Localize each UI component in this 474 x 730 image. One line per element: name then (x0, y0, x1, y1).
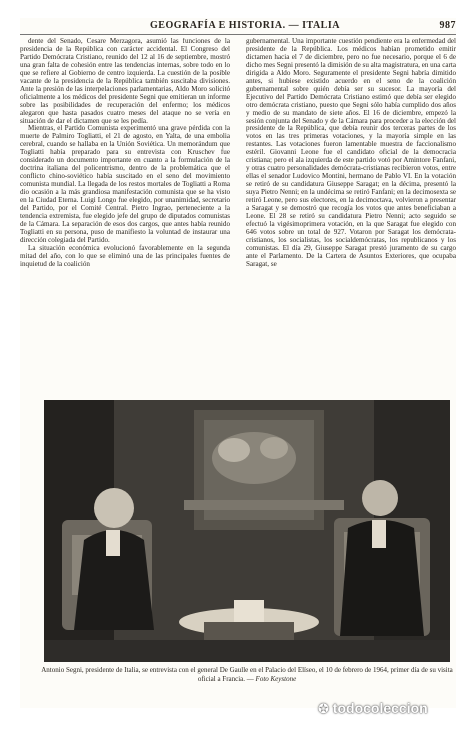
watermark-logo-icon: ✪ (318, 701, 329, 716)
text-columns (20, 38, 456, 398)
paragraph: La situación económica evolucionó favorablemente en la segunda mitad del año, con lo que se eliminó una de las principales fuentes de inquietud de la coalición (20, 243, 230, 268)
watermark-text: todocoleccion (332, 700, 428, 716)
paragraph: Mientras, el Partido Comunista experimentó una grave pérdida con la muerte de Palmiro Togliatti, el 21 de agosto, en Yalta, de una embolia cerebral, cuando se hallaba en la Unión Soviética. Un memorándum que Togliatti había preparado para su entrevista con Kruschev fue considerado un documento importante en cuanto a la formulación de la doctrina italiana del policentrismo, dentro de la problemática que el conflicto chino-soviético había suscitado en el seno del movimiento comunista mundial. La llegada de los restos mortales de Togliatti a Roma dio ocasión a la más grandiosa manifestación comunista que se ha visto en la Ciudad Eterna. Luigi Longo fue elegido, por unanimidad, secretario del Partido, por el Comité Central. Pietro Ingrao, perteneciente a la tendencia extremista, fue elegido jefe del grupo de diputados comunistas de la Cámara. La separación de esos dos cargos, que antes había reunido Togliatti en su persona, puso de manifiesto la voluntad de instaurar una dirección colegiada del Partido. (20, 124, 230, 244)
left-column (20, 38, 230, 398)
photo-caption (40, 666, 454, 683)
right-column (246, 38, 456, 398)
page-number: 987 (439, 20, 456, 31)
header-title: GEOGRAFÍA E HISTORIA. — ITALIA (150, 20, 340, 31)
watermark (318, 700, 428, 717)
photo-scene (44, 400, 450, 662)
page-header (20, 18, 456, 35)
magazine-page (20, 18, 456, 708)
paragraph: gubernamental. Una importante cuestión pendiente era la enfermedad del presidente de la República. Los médicos habían prometido emitir dictamen hacia el 7 de diciembre, pero no fue necesario, porque el 6 de dicho mes Segni presentó la dimisión de su alta magistratura, en una carta dirigida a Aldo Moro. Seguramente el presidente Segni habría dimitido antes, si hubiese existido acuerdo en el seno de la coalición gubernamental sobre quién debía ser su sucesor. La mayoría del Ejecutivo del Partido Demócrata Cristiano estimó que debía ser elegido otro demócrata cristiano, puesto que Segni sólo había cumplido dos años y medio de su mandato de siete años. El 16 de diciembre, empezó la sesión conjunta del Senado y de la Cámara para proceder a la elección del presidente de la República, que debía reunir dos terceras partes de los votos en las tres primeras votaciones, y la mayoría simple en las restantes. Las votaciones fueron lamentable muestra de faccionalismo estéril. Giovanni Leone fue el candidato oficial de la democracia cristiana; pero el ala izquierda de este partido votó por Amintore Fanfani, y otras cuatro personalidades demócrata-cristianas recibieron votos, entre ellas el senador Ludovico Montini, hermano de Pablo VI. En la votación se retiró de su candidatura Giuseppe Saragat; en la décima, presentó la suya Pietro Nenni; en la undécima se retiró Fanfani; en la decimosexta se retiró Leone, pero sus electores, en la decimoctava, volvieron a presentar a Saragat y se demostró que recogía los votos que antes beneficiaban a Leone. El 28 se retiró su candidatura Pietro Nenni; acto seguido se efectuó la vigésimoprimera votación, en la que Saragat fue elegido con 646 votos sobre un total de 927. Votaron por Saragat los demócrata-cristianos, los socialistas, los socialdemócratas, los republicanos y los comunistas. El día 29, Giuseppe Saragat prestó juramento de su cargo ante el Parlamento. De la Cartera de Asuntos Exteriores, que ocupaba Saragat, se (246, 38, 456, 268)
photograph (44, 400, 450, 662)
paragraph: dente del Senado, Cesare Merzagora, asumió las funciones de la presidencia de la República con carácter accidental. El Congreso del Partido Demócrata Cristiano, reunido del 12 al 16 de septiembre, mostró una gran falta de cohesión entre las tendencias internas, sobre todo en lo que se refiere al Gobierno de centro izquierda. La cuestión de la posible vacante de la presidencia de la República también suscitaba divisiones. Ante la presión de las interpelaciones parlamentarias, Aldo Moro solicitó oficialmente a los médicos del presidente Segni que emitieran un informe sobre las posibilidades de recuperación del enfermo; los médicos alegaron que hasta pasados cuatro meses del ataque no se vería en situación de dar el dictamen que se les pedía. (20, 38, 230, 125)
caption-text: Antonio Segni, presidente de Italia, se entrevista con el general De Gaulle en el Palacio del Elíseo, el 10 de febrero de 1964, primer día de su visita oficial a Francia. — (41, 666, 453, 683)
caption-credit: Foto Keystone (255, 674, 297, 683)
